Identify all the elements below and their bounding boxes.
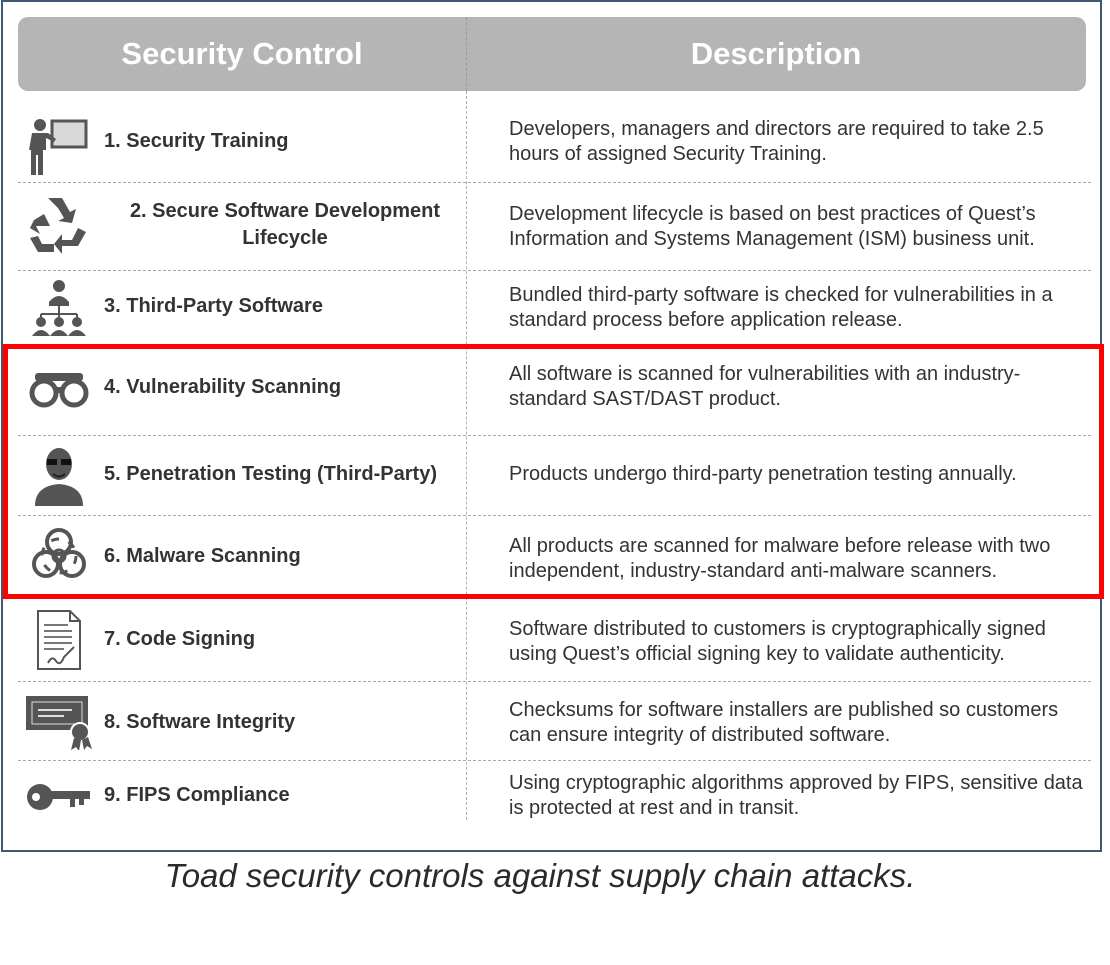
control-description: All products are scanned for malware before release with two independent, industry-standard anti-malware scanners.	[509, 535, 1051, 582]
control-name: 5. Penetration Testing (Third-Party)	[104, 462, 437, 485]
control-description: Products undergo third-party penetration testing annually.	[509, 462, 1017, 485]
control-name: 2. Secure Software Development Lifecycle	[129, 200, 441, 249]
header-security-control: Security Control	[121, 36, 363, 71]
signed-document-icon	[24, 609, 94, 671]
control-description: Checksums for software installers are published so customers can ensure integrity of distributed software.	[509, 699, 1059, 746]
table-row	[18, 682, 1091, 761]
control-description: Development lifecycle is based on best practices of Quest’s Information and Systems Management (ISM) business unit.	[509, 203, 1036, 250]
key-icon	[24, 779, 94, 815]
header-description: Description	[690, 36, 862, 71]
control-name: 8. Software Integrity	[104, 710, 296, 733]
control-name: 7. Code Signing	[104, 627, 256, 650]
table-row	[18, 270, 1091, 344]
control-name: 3. Third-Party Software	[104, 294, 323, 317]
table-header	[18, 17, 1086, 91]
control-description: All software is scanned for vulnerabilities with an industry-standard SAST/DAST product.	[509, 363, 1021, 410]
control-description: Bundled third-party software is checked for vulnerabilities in a standard process before application release.	[509, 284, 1053, 331]
table-row	[18, 761, 1091, 831]
control-description: Developers, managers and directors are required to take 2.5 hours of assigned Security Training.	[509, 118, 1044, 165]
figure-caption: Toad security controls against supply chain attacks.	[164, 857, 916, 894]
recycle-icon	[24, 194, 94, 258]
certificate-icon	[24, 692, 94, 750]
control-description: Using cryptographic algorithms approved by FIPS, sensitive data is protected at rest and in transit.	[509, 772, 1083, 819]
table-row	[18, 599, 1091, 682]
org-chart-icon	[24, 278, 94, 336]
control-name: 4. Vulnerability Scanning	[104, 375, 342, 398]
control-name: 1. Security Training	[104, 129, 289, 152]
table-row	[18, 93, 1091, 182]
control-name: 6. Malware Scanning	[104, 544, 301, 567]
highlight-box	[3, 344, 1104, 599]
presenter-icon	[24, 115, 94, 175]
control-description: Software distributed to customers is cryptographically signed using Quest’s official signing key to validate authenticity.	[509, 618, 1046, 665]
table-row	[18, 182, 1091, 270]
control-name: 9. FIPS Compliance	[104, 783, 290, 806]
